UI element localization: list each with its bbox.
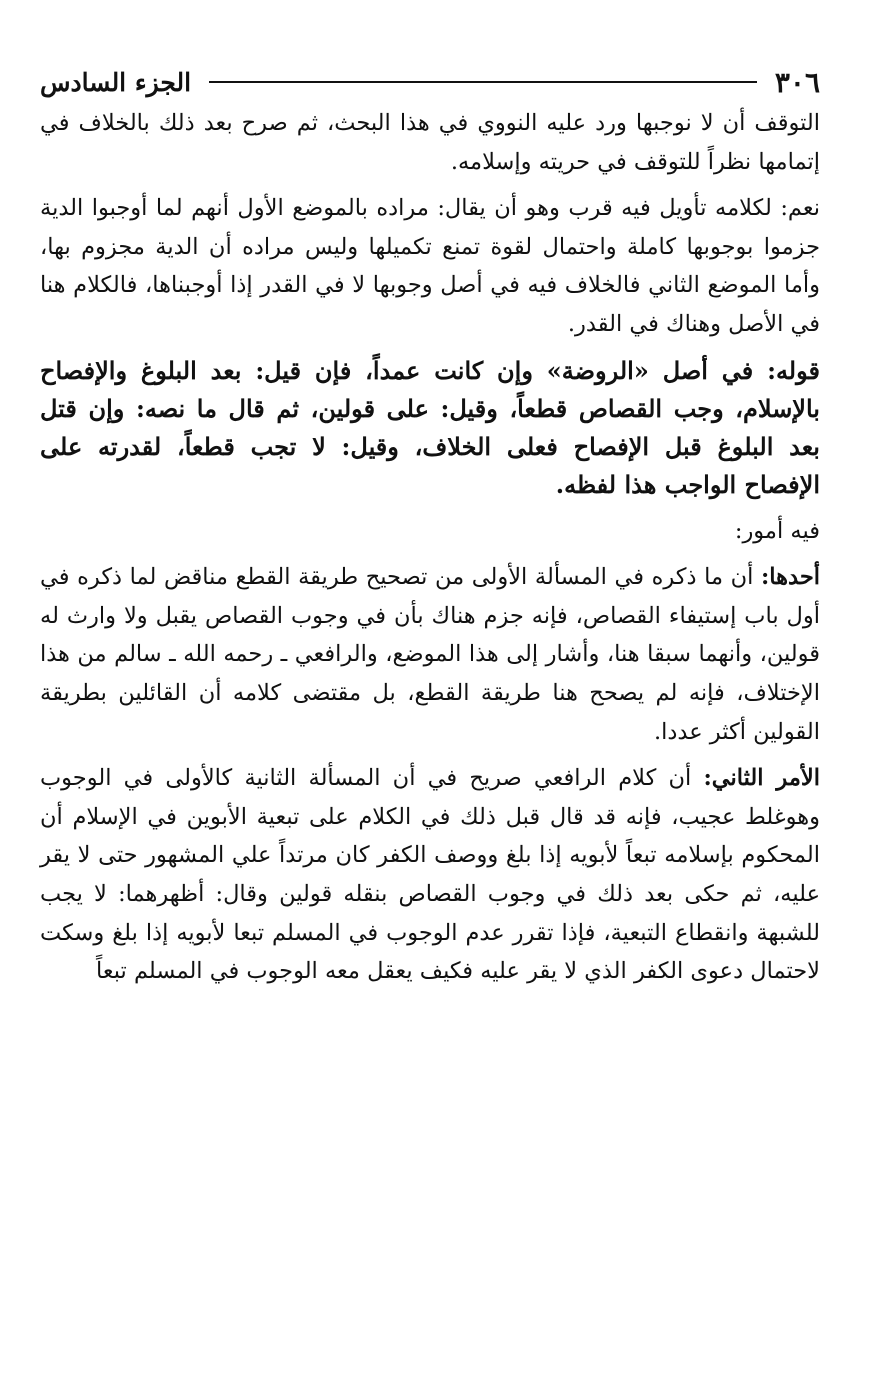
paragraph-lead: أحدها: bbox=[761, 564, 820, 591]
quoted-text-block bbox=[40, 352, 820, 504]
paragraph-text: التوقف أن لا نوجبها ورد عليه النووي في هذا البحث، ثم صرح بعد ذلك بالخلاف في إتمامها نظراً للتوقف في حريته وإسلامه. bbox=[40, 110, 820, 175]
paragraph-lead: الأمر الثاني: bbox=[703, 765, 820, 792]
paragraph-text: أن ما ذكره في المسألة الأولى من تصحيح طريقة القطع مناقض لما ذكره في أول باب إستيفاء القصاص، فإنه جزم هناك بأن في وجوب القصاص يقبل ولا وارث له قولين، وأنهما سبقا هنا، وأشار إلى هذا الموضع، والرافعي ـ رحمه الله ـ سالم من هذا الإختلاف، فإنه لم يصحح هنا طريقة القطع، بل مقتضى كلامه أن القائلين بطريقة القولين أكثر عددا. bbox=[40, 564, 820, 745]
paragraph-text: فيه أمور: bbox=[734, 517, 820, 544]
quoted-text: قوله: في أصل «الروضة» وإن كانت عمداً، فإن قيل: بعد البلوغ والإفصاح بالإسلام، وجب القصاص قطعاً، وقيل: على قولين، ثم قال ما نصه: وإن قتل بعد البلوغ قبل الإفصاح فعلى الخلاف، وقيل: لا تجب قطعاً، لقدرته على الإفصاح الواجب هذا لفظه. bbox=[40, 355, 820, 499]
page-number: ٣٠٦ bbox=[774, 65, 820, 99]
paragraph-intro-matters bbox=[40, 512, 820, 551]
paragraph-text: نعم: لكلامه تأويل فيه قرب وهو أن يقال: مراده بالموضع الأول أنهم لما أوجبوا الدية جزموا بوجوبها كاملة واحتمال لقوة تمنع تكميلها وليس مراده أن الدية مجزوم بها، وأما الموضع الثاني فالخلاف فيه في أصل وجوبها لا في القدر إذا أوجبناها، فالكلام هنا في الأصل وهناك في القدر. bbox=[40, 195, 820, 337]
paragraph-first-matter bbox=[40, 558, 820, 751]
paragraph-interpretation bbox=[40, 189, 820, 343]
running-title: الجزء السادس bbox=[40, 67, 192, 97]
paragraph-continuation bbox=[40, 104, 820, 181]
book-page bbox=[40, 64, 820, 999]
paragraph-second-matter bbox=[40, 759, 820, 991]
header-rule bbox=[209, 81, 757, 83]
page-header bbox=[40, 64, 820, 100]
paragraph-text: أن كلام الرافعي صريح في أن المسألة الثانية كالأولى في الوجوب وهوغلط عجيب، فإنه قد قال قبل ذلك في الكلام على تبعية الأبوين في الإسلام أن المحكوم بإسلامه تبعاً لأبويه إذا بلغ ووصف الكفر كان مرتداً علي المشهور حتى لا يقر عليه، ثم حكى بعد ذلك في وجوب القصاص بنقله قولين وقال: أظهرهما: لا يجب للشبهة وانقطاع التبعية، فإذا تقرر عدم الوجوب في المسلم تبعا لأبويه إذا بلغ وسكت لاحتمال دعوى الكفر الذي لا يقر عليه فكيف يعقل معه الوجوب في المسلم تبعاً bbox=[40, 765, 820, 985]
